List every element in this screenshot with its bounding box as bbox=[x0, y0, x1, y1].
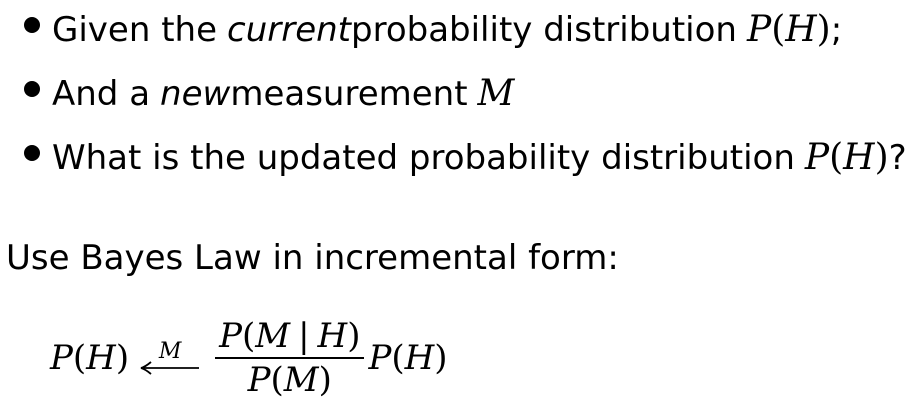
update-arrow bbox=[139, 341, 201, 375]
math-m: M bbox=[477, 73, 515, 114]
bullet-dot-icon bbox=[24, 145, 40, 161]
likelihood-fraction bbox=[215, 315, 364, 401]
bullet-text-suffix: ? bbox=[888, 138, 907, 178]
equation-lhs: P(H) bbox=[50, 338, 130, 378]
bullet-list bbox=[24, 8, 907, 200]
bullet-text-middle: probability distribution bbox=[351, 10, 737, 50]
bullet-text-middle: measurement bbox=[230, 74, 468, 114]
bullet-dot-icon bbox=[24, 17, 40, 33]
bullet-emphasis: new bbox=[160, 74, 231, 114]
bullet-text-prefix: And a bbox=[52, 74, 151, 114]
fraction-denominator: P(M) bbox=[247, 360, 332, 400]
fraction-numerator: P(M | H) bbox=[219, 316, 361, 356]
bullet-item-updated-distribution bbox=[24, 136, 907, 200]
arrow-label: M bbox=[158, 339, 182, 364]
bullet-text-suffix: ; bbox=[830, 10, 843, 50]
bullet-item-new-measurement bbox=[24, 72, 907, 136]
equation-rhs-prior: P(H) bbox=[368, 338, 448, 378]
math-p-h: P(H) bbox=[804, 137, 889, 178]
bullet-dot-icon bbox=[24, 81, 40, 97]
bullet-text-prefix: Given the bbox=[52, 10, 217, 50]
bayes-equation bbox=[50, 308, 448, 408]
bullet-text-prefix: What is the updated probability distribution bbox=[52, 138, 795, 178]
bullet-item-current-distribution bbox=[24, 8, 907, 72]
left-arrow-icon bbox=[139, 361, 201, 375]
bullet-emphasis: current bbox=[227, 10, 351, 50]
intro-text: Use Bayes Law in incremental form: bbox=[6, 238, 619, 278]
math-p-h: P(H) bbox=[746, 9, 831, 50]
